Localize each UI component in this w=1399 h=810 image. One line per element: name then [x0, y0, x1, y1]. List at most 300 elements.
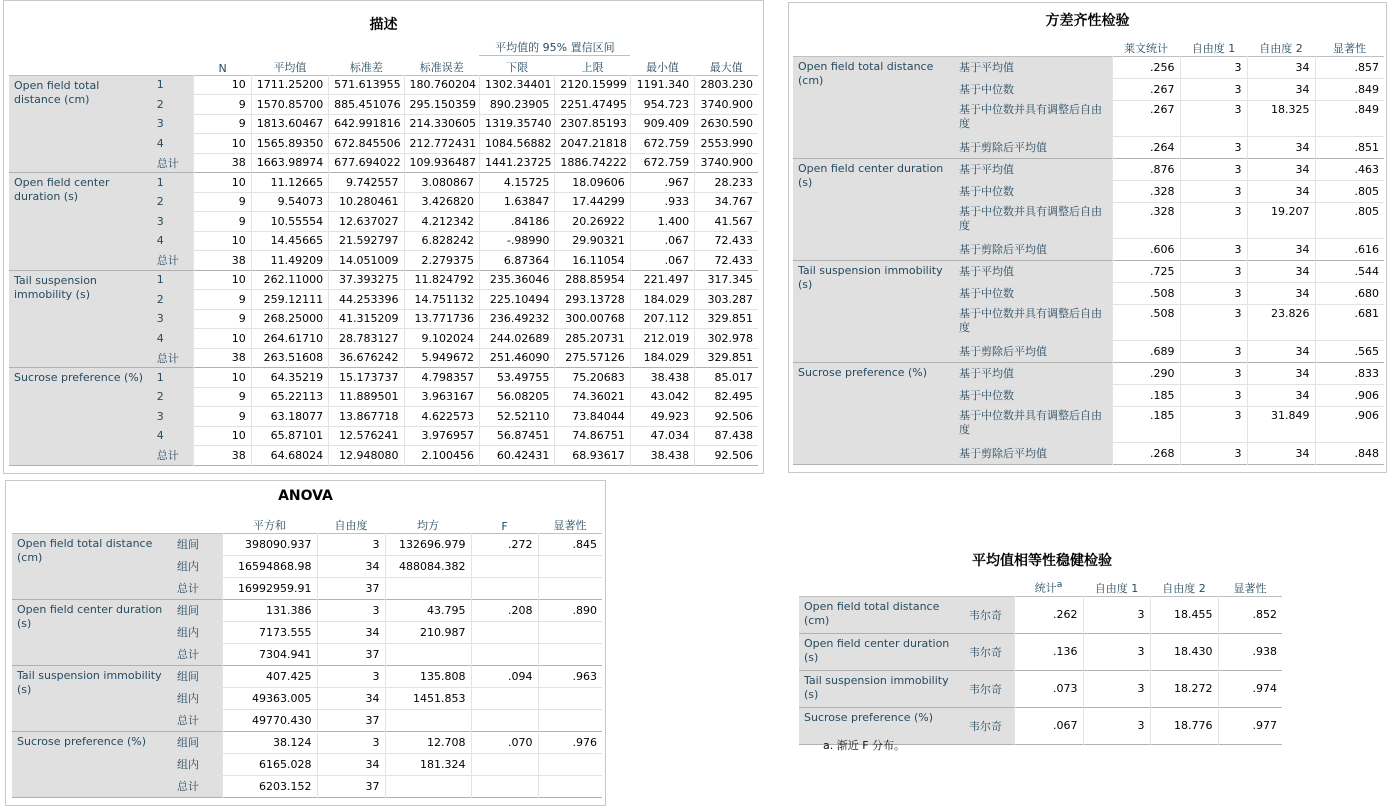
- row-sub-label: 2: [152, 95, 194, 115]
- table-cell: 49.923: [630, 407, 694, 427]
- table-cell: .067: [630, 251, 694, 271]
- table-cell: 10.280461: [329, 192, 404, 212]
- row-sub-label: 韦尔奇: [964, 670, 1014, 707]
- table-cell: 11.12665: [251, 173, 328, 193]
- column-header: 平均值: [273, 60, 307, 74]
- table-cell: 1.63847: [479, 192, 554, 212]
- descriptives-title: 描述: [369, 17, 398, 33]
- table-cell: 1302.34401: [479, 75, 554, 95]
- table-cell: 1886.74222: [555, 153, 630, 173]
- table-cell: 72.433: [695, 251, 758, 271]
- table-cell: 43.795: [385, 599, 471, 621]
- table-cell: .849: [1315, 100, 1384, 136]
- table-cell: 1319.35740: [479, 114, 554, 134]
- table-cell: 18.325: [1247, 100, 1315, 136]
- table-cell: .933: [630, 192, 694, 212]
- table-cell: 3: [1180, 56, 1247, 78]
- table-cell: 37: [317, 577, 385, 599]
- table-cell: 184.029: [630, 290, 694, 310]
- table-cell: 329.851: [695, 309, 758, 329]
- row-sub-label: 基于平均值: [954, 260, 1112, 282]
- table-cell: .067: [1014, 707, 1083, 744]
- table-cell: [538, 555, 602, 577]
- table-cell: [538, 709, 602, 731]
- table-cell: 15.173737: [329, 368, 404, 388]
- levene-panel: [788, 2, 1387, 473]
- table-cell: .264: [1112, 136, 1180, 158]
- table-cell: 38: [194, 348, 251, 368]
- table-cell: 221.497: [630, 270, 694, 290]
- table-cell: [471, 753, 538, 775]
- table-cell: 36.676242: [329, 348, 404, 368]
- row-sub-label: 基于平均值: [954, 56, 1112, 78]
- table-cell: 251.46090: [479, 348, 554, 368]
- table-cell: 38: [194, 446, 251, 466]
- column-header: 自由度 1: [1191, 41, 1236, 55]
- table-cell: 288.85954: [555, 270, 630, 290]
- table-cell: 37: [317, 709, 385, 731]
- table-cell: 10: [194, 75, 251, 95]
- table-cell: 37.393275: [329, 270, 404, 290]
- row-sub-label: 总计: [152, 153, 194, 173]
- table-cell: 28.233: [695, 173, 758, 193]
- table-cell: 275.57126: [555, 348, 630, 368]
- table-cell: 31.849: [1247, 406, 1315, 442]
- table-cell: [471, 687, 538, 709]
- table-cell: 672.759: [630, 134, 694, 154]
- table-cell: .290: [1112, 362, 1180, 384]
- column-header: 均方: [417, 518, 439, 532]
- row-group-label: Open field center duration (s): [12, 599, 172, 665]
- table-cell: 34: [1247, 180, 1315, 202]
- row-sub-label: 基于剪除后平均值: [954, 238, 1112, 260]
- table-cell: 34: [1247, 384, 1315, 406]
- table-cell: 3: [1083, 596, 1150, 633]
- column-header: 上限: [581, 60, 604, 74]
- column-header: 自由度 2: [1259, 41, 1303, 55]
- table-cell: 87.438: [695, 426, 758, 446]
- column-header: 显著性: [1333, 41, 1366, 55]
- table-cell: 184.029: [630, 348, 694, 368]
- table-cell: 34.767: [695, 192, 758, 212]
- table-cell: .136: [1014, 633, 1083, 670]
- table-row: [793, 158, 1384, 180]
- table-cell: 1451.853: [385, 687, 471, 709]
- table-cell: 12.637027: [329, 212, 404, 232]
- table-cell: 3: [1180, 202, 1247, 238]
- row-group-label: Open field total distance (cm): [799, 596, 964, 633]
- table-cell: 23.826: [1247, 304, 1315, 340]
- descriptives-table: [9, 35, 758, 466]
- table-cell: 9: [194, 290, 251, 310]
- column-header: 显著性: [553, 518, 587, 532]
- table-cell: 2.100456: [404, 446, 479, 466]
- table-cell: 3: [317, 731, 385, 753]
- table-cell: 11.889501: [329, 387, 404, 407]
- levene-table: [793, 33, 1384, 465]
- row-sub-label: 组内: [172, 555, 222, 577]
- table-cell: 34: [317, 753, 385, 775]
- row-group-label: Tail suspension immobility (s): [793, 260, 954, 362]
- table-cell: .84186: [479, 212, 554, 232]
- row-group-label: Open field center duration (s): [793, 158, 954, 260]
- table-cell: 7304.941: [222, 643, 317, 665]
- row-sub-label: 1: [152, 270, 194, 290]
- table-cell: 34: [1247, 238, 1315, 260]
- row-sub-label: 基于中位数并具有调整后自由度: [954, 304, 1112, 340]
- table-cell: 13.771736: [404, 309, 479, 329]
- column-header: 莱文统计: [1124, 41, 1168, 55]
- row-sub-label: 2: [152, 290, 194, 310]
- footnote-marker: a: [1056, 578, 1063, 590]
- table-cell: 21.592797: [329, 231, 404, 251]
- table-cell: .848: [1315, 442, 1384, 464]
- row-sub-label: 总计: [172, 577, 222, 599]
- table-cell: 135.808: [385, 665, 471, 687]
- table-cell: 34: [1247, 260, 1315, 282]
- row-sub-label: 2: [152, 387, 194, 407]
- table-cell: 18.776: [1150, 707, 1218, 744]
- table-cell: 85.017: [695, 368, 758, 388]
- row-sub-label: 3: [152, 309, 194, 329]
- table-cell: 2307.85193: [555, 114, 630, 134]
- anova-title: ANOVA: [278, 488, 333, 504]
- table-cell: 3740.900: [695, 95, 758, 115]
- row-sub-label: 基于剪除后平均值: [954, 442, 1112, 464]
- row-sub-label: 总计: [172, 709, 222, 731]
- row-sub-label: 1: [152, 368, 194, 388]
- table-cell: 1565.89350: [251, 134, 328, 154]
- table-cell: 236.49232: [479, 309, 554, 329]
- row-sub-label: 总计: [172, 643, 222, 665]
- table-cell: 29.90321: [555, 231, 630, 251]
- table-cell: 672.759: [630, 153, 694, 173]
- table-cell: 41.567: [695, 212, 758, 232]
- table-cell: .070: [471, 731, 538, 753]
- table-cell: 9.742557: [329, 173, 404, 193]
- table-cell: 2.279375: [404, 251, 479, 271]
- table-cell: 14.45665: [251, 231, 328, 251]
- table-cell: [471, 775, 538, 797]
- row-sub-label: 4: [152, 134, 194, 154]
- table-cell: 64.68024: [251, 446, 328, 466]
- table-cell: 295.150359: [404, 95, 479, 115]
- table-cell: .328: [1112, 202, 1180, 238]
- table-cell: 263.51608: [251, 348, 328, 368]
- table-cell: 1711.25200: [251, 75, 328, 95]
- table-cell: 3: [1180, 238, 1247, 260]
- table-cell: 885.451076: [329, 95, 404, 115]
- row-sub-label: 组间: [172, 665, 222, 687]
- table-cell: 300.00768: [555, 309, 630, 329]
- table-cell: [471, 709, 538, 731]
- column-header: 平方和: [253, 518, 286, 532]
- table-cell: 34: [1247, 56, 1315, 78]
- table-cell: 92.506: [695, 446, 758, 466]
- row-sub-label: 基于中位数并具有调整后自由度: [954, 202, 1112, 238]
- table-cell: 2553.990: [695, 134, 758, 154]
- table-cell: 38.438: [630, 368, 694, 388]
- table-cell: 16992959.91: [222, 577, 317, 599]
- table-row: [12, 533, 602, 555]
- table-cell: .680: [1315, 282, 1384, 304]
- table-cell: 9: [194, 387, 251, 407]
- table-cell: .185: [1112, 406, 1180, 442]
- table-cell: 3: [1180, 304, 1247, 340]
- table-cell: .616: [1315, 238, 1384, 260]
- table-cell: 14.051009: [329, 251, 404, 271]
- table-cell: .876: [1112, 158, 1180, 180]
- table-cell: [538, 643, 602, 665]
- column-header: 自由度: [334, 518, 368, 532]
- table-cell: 909.409: [630, 114, 694, 134]
- table-cell: .262: [1014, 596, 1083, 633]
- row-sub-label: 基于中位数: [954, 282, 1112, 304]
- table-cell: 34: [1247, 282, 1315, 304]
- table-cell: 18.455: [1150, 596, 1218, 633]
- table-cell: [538, 775, 602, 797]
- table-cell: .606: [1112, 238, 1180, 260]
- table-cell: 4.622573: [404, 407, 479, 427]
- row-sub-label: 基于剪除后平均值: [954, 136, 1112, 158]
- table-cell: .833: [1315, 362, 1384, 384]
- table-cell: 72.433: [695, 231, 758, 251]
- table-cell: .906: [1315, 384, 1384, 406]
- table-cell: [385, 577, 471, 599]
- table-cell: 6.87364: [479, 251, 554, 271]
- table-cell: 3: [1083, 670, 1150, 707]
- row-group-label: Open field total distance (cm): [9, 75, 152, 173]
- table-cell: 3.963167: [404, 387, 479, 407]
- column-header: 统计$^a$: [1034, 578, 1063, 595]
- row-group-label: Sucrose preference (%): [9, 368, 152, 466]
- table-cell: .268: [1112, 442, 1180, 464]
- table-row: [9, 173, 758, 193]
- table-cell: 303.287: [695, 290, 758, 310]
- table-cell: 17.44299: [555, 192, 630, 212]
- table-cell: 34: [1247, 158, 1315, 180]
- table-cell: 407.425: [222, 665, 317, 687]
- table-cell: 18.09606: [555, 173, 630, 193]
- table-cell: 3: [1180, 282, 1247, 304]
- table-cell: 285.20731: [555, 329, 630, 349]
- robust-table: [799, 575, 1282, 745]
- column-header: 最大值: [709, 60, 743, 74]
- table-cell: 132696.979: [385, 533, 471, 555]
- table-cell: 109.936487: [404, 153, 479, 173]
- table-cell: 92.506: [695, 407, 758, 427]
- table-cell: 890.23905: [479, 95, 554, 115]
- table-cell: 37: [317, 643, 385, 665]
- table-cell: 10: [194, 270, 251, 290]
- table-cell: 18.272: [1150, 670, 1218, 707]
- table-cell: 677.694022: [329, 153, 404, 173]
- column-header: 显著性: [1233, 581, 1267, 595]
- column-header: 标准差: [349, 60, 383, 74]
- table-cell: 3: [1083, 633, 1150, 670]
- row-sub-label: 3: [152, 114, 194, 134]
- table-cell: 9: [194, 114, 251, 134]
- table-cell: 642.991816: [329, 114, 404, 134]
- table-cell: 43.042: [630, 387, 694, 407]
- row-group-label: Tail suspension immobility (s): [799, 670, 964, 707]
- table-cell: 3: [1180, 406, 1247, 442]
- row-sub-label: 韦尔奇: [964, 633, 1014, 670]
- table-cell: 3740.900: [695, 153, 758, 173]
- table-cell: .565: [1315, 340, 1384, 362]
- table-cell: 293.13728: [555, 290, 630, 310]
- row-sub-label: 4: [152, 426, 194, 446]
- table-cell: 2120.15999: [555, 75, 630, 95]
- table-cell: -.98990: [479, 231, 554, 251]
- table-row: [12, 665, 602, 687]
- table-cell: 3: [1180, 136, 1247, 158]
- table-cell: 3: [1180, 260, 1247, 282]
- table-cell: 398090.937: [222, 533, 317, 555]
- table-cell: .067: [630, 231, 694, 251]
- table-cell: 1570.85700: [251, 95, 328, 115]
- table-cell: 235.36046: [479, 270, 554, 290]
- table-cell: 6165.028: [222, 753, 317, 775]
- table-cell: 264.61710: [251, 329, 328, 349]
- table-cell: 131.386: [222, 599, 317, 621]
- table-cell: 6203.152: [222, 775, 317, 797]
- table-cell: 56.87451: [479, 426, 554, 446]
- table-cell: 13.867718: [329, 407, 404, 427]
- table-row: [9, 270, 758, 290]
- table-cell: .544: [1315, 260, 1384, 282]
- table-cell: .851: [1315, 136, 1384, 158]
- table-cell: 181.324: [385, 753, 471, 775]
- table-cell: 38: [194, 251, 251, 271]
- table-cell: 1084.56882: [479, 134, 554, 154]
- table-cell: 34: [1247, 362, 1315, 384]
- table-cell: 2803.230: [695, 75, 758, 95]
- row-sub-label: 基于剪除后平均值: [954, 340, 1112, 362]
- table-row: [799, 633, 1282, 670]
- descriptives-panel: [3, 0, 764, 474]
- table-cell: [538, 753, 602, 775]
- table-cell: 68.93617: [555, 446, 630, 466]
- table-cell: .977: [1218, 707, 1282, 744]
- row-sub-label: 基于平均值: [954, 158, 1112, 180]
- table-row: [793, 260, 1384, 282]
- row-sub-label: 组内: [172, 753, 222, 775]
- table-cell: 1441.23725: [479, 153, 554, 173]
- table-cell: 10: [194, 173, 251, 193]
- row-sub-label: 1: [152, 75, 194, 95]
- table-cell: 329.851: [695, 348, 758, 368]
- row-group-label: Open field center duration (s): [9, 173, 152, 271]
- table-cell: .938: [1218, 633, 1282, 670]
- table-row: [12, 731, 602, 753]
- table-cell: 3: [1180, 442, 1247, 464]
- table-cell: 4.798357: [404, 368, 479, 388]
- table-cell: .906: [1315, 406, 1384, 442]
- table-cell: 225.10494: [479, 290, 554, 310]
- table-cell: 52.52110: [479, 407, 554, 427]
- row-sub-label: 总计: [152, 446, 194, 466]
- table-cell: 3: [317, 599, 385, 621]
- table-cell: 53.49755: [479, 368, 554, 388]
- table-cell: 65.22113: [251, 387, 328, 407]
- table-cell: .208: [471, 599, 538, 621]
- table-cell: .508: [1112, 304, 1180, 340]
- table-cell: 4.212342: [404, 212, 479, 232]
- row-group-label: Open field center duration (s): [799, 633, 964, 670]
- table-row: [793, 56, 1384, 78]
- row-sub-label: 4: [152, 231, 194, 251]
- table-cell: 10: [194, 426, 251, 446]
- row-group-label: Sucrose preference (%): [793, 362, 954, 464]
- table-cell: 2047.21818: [555, 134, 630, 154]
- table-cell: .463: [1315, 158, 1384, 180]
- table-cell: 34: [1247, 136, 1315, 158]
- table-cell: 34: [1247, 78, 1315, 100]
- table-cell: 9: [194, 407, 251, 427]
- table-cell: [471, 577, 538, 599]
- table-cell: 2251.47495: [555, 95, 630, 115]
- anova-panel: [5, 480, 606, 806]
- table-cell: [385, 775, 471, 797]
- levene-title: 方差齐性检验: [1045, 13, 1130, 29]
- row-group-label: Sucrose preference (%): [799, 707, 964, 744]
- row-sub-label: 1: [152, 173, 194, 193]
- table-cell: .681: [1315, 304, 1384, 340]
- table-cell: 63.18077: [251, 407, 328, 427]
- table-cell: 60.42431: [479, 446, 554, 466]
- row-sub-label: 组内: [172, 687, 222, 709]
- table-cell: 3: [1180, 384, 1247, 406]
- table-cell: 3: [317, 533, 385, 555]
- table-cell: .890: [538, 599, 602, 621]
- table-cell: .185: [1112, 384, 1180, 406]
- table-cell: 28.783127: [329, 329, 404, 349]
- table-cell: 672.845506: [329, 134, 404, 154]
- table-cell: .689: [1112, 340, 1180, 362]
- row-sub-label: 基于中位数: [954, 78, 1112, 100]
- table-cell: .267: [1112, 78, 1180, 100]
- anova-table: [12, 511, 602, 798]
- table-cell: .272: [471, 533, 538, 555]
- table-cell: .805: [1315, 202, 1384, 238]
- table-cell: .849: [1315, 78, 1384, 100]
- table-cell: 180.760204: [404, 75, 479, 95]
- row-sub-label: 基于中位数: [954, 384, 1112, 406]
- table-cell: 20.26922: [555, 212, 630, 232]
- table-cell: 3.976957: [404, 426, 479, 446]
- table-cell: 3.426820: [404, 192, 479, 212]
- table-cell: 212.019: [630, 329, 694, 349]
- table-cell: 14.751132: [404, 290, 479, 310]
- table-cell: 302.978: [695, 329, 758, 349]
- table-cell: 34: [1247, 442, 1315, 464]
- table-cell: 44.253396: [329, 290, 404, 310]
- table-cell: 5.949672: [404, 348, 479, 368]
- ci-header: 平均值的 95% 置信区间: [479, 35, 630, 55]
- table-cell: 3: [1180, 100, 1247, 136]
- table-cell: .725: [1112, 260, 1180, 282]
- column-header: F: [501, 519, 508, 533]
- row-sub-label: 组内: [172, 621, 222, 643]
- table-cell: 9: [194, 95, 251, 115]
- row-sub-label: 总计: [172, 775, 222, 797]
- table-row: [9, 368, 758, 388]
- table-cell: 74.86751: [555, 426, 630, 446]
- table-cell: 1191.340: [630, 75, 694, 95]
- table-cell: 12.708: [385, 731, 471, 753]
- table-cell: 3: [1180, 362, 1247, 384]
